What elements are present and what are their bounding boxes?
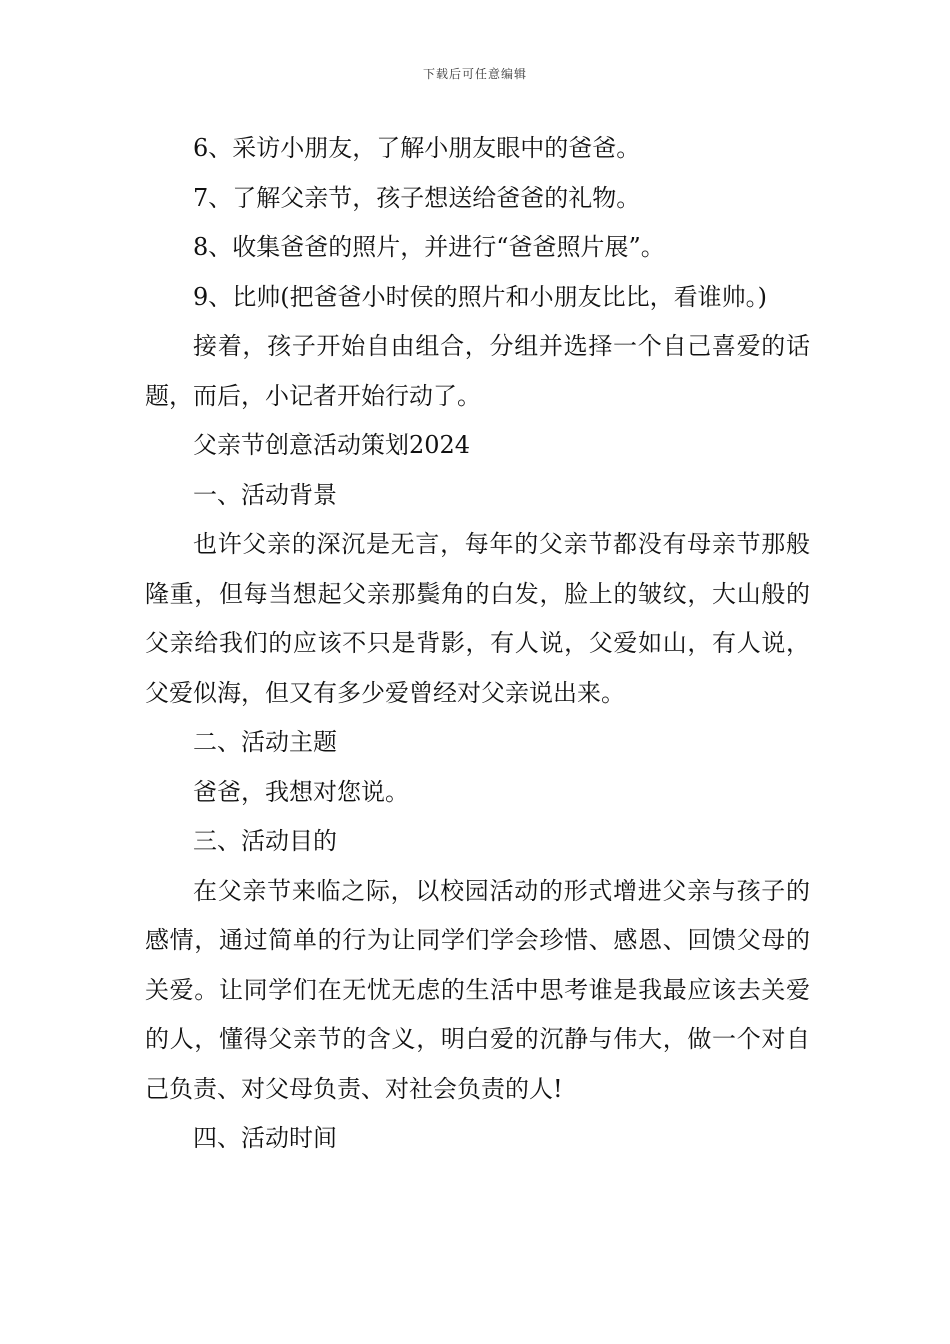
- paragraph-theme: 爸爸，我想对您说。: [193, 777, 409, 806]
- list-item-9: 9、比帅(把爸爸小时侯的照片和小朋友比比，看谁帅。): [193, 282, 767, 311]
- paragraph-followup: 接着，孩子开始自由组合，分组并选择一个自己喜爱的话题，而后，小记者开始行动了。: [145, 332, 810, 410]
- page-header-note: 下载后可任意编辑: [422, 67, 527, 81]
- section-heading-theme: 二、活动主题: [193, 728, 337, 756]
- list-item-8: 8、收集爸爸的照片，并进行“爸爸照片展”。: [193, 233, 665, 261]
- section-heading-purpose: 三、活动目的: [193, 827, 337, 855]
- paragraph-purpose: 在父亲节来临之际，以校园活动的形式增进父亲与孩子的感情，通过简单的行为让同学们学会珍惜、感恩、回馈父母的关爱。让同学们在无忧无虑的生活中思考谁是我最应该去关爱的人，懂得父亲节的含义，明白爱的沉静与伟大，做一个对自己负责、对父母负责、对社会负责的人!: [145, 876, 810, 1103]
- list-item-6: 6、采访小朋友，了解小朋友眼中的爸爸。: [193, 134, 641, 162]
- document-title: 父亲节创意活动策划2024: [193, 431, 471, 459]
- document-body: [145, 124, 810, 1164]
- list-item-7: 7、了解父亲节，孩子想送给爸爸的礼物。: [193, 183, 641, 212]
- section-heading-time: 四、活动时间: [193, 1124, 337, 1152]
- paragraph-background: 也许父亲的深沉是无言，每年的父亲节都没有母亲节那般隆重，但每当想起父亲那鬓角的白发，脸上的皱纹，大山般的父亲给我们的应该不只是背影，有人说，父爱如山，有人说，父爱似海，但又有多少爱曾经对父亲说出来。: [145, 530, 810, 707]
- section-heading-background: 一、活动背景: [193, 480, 337, 509]
